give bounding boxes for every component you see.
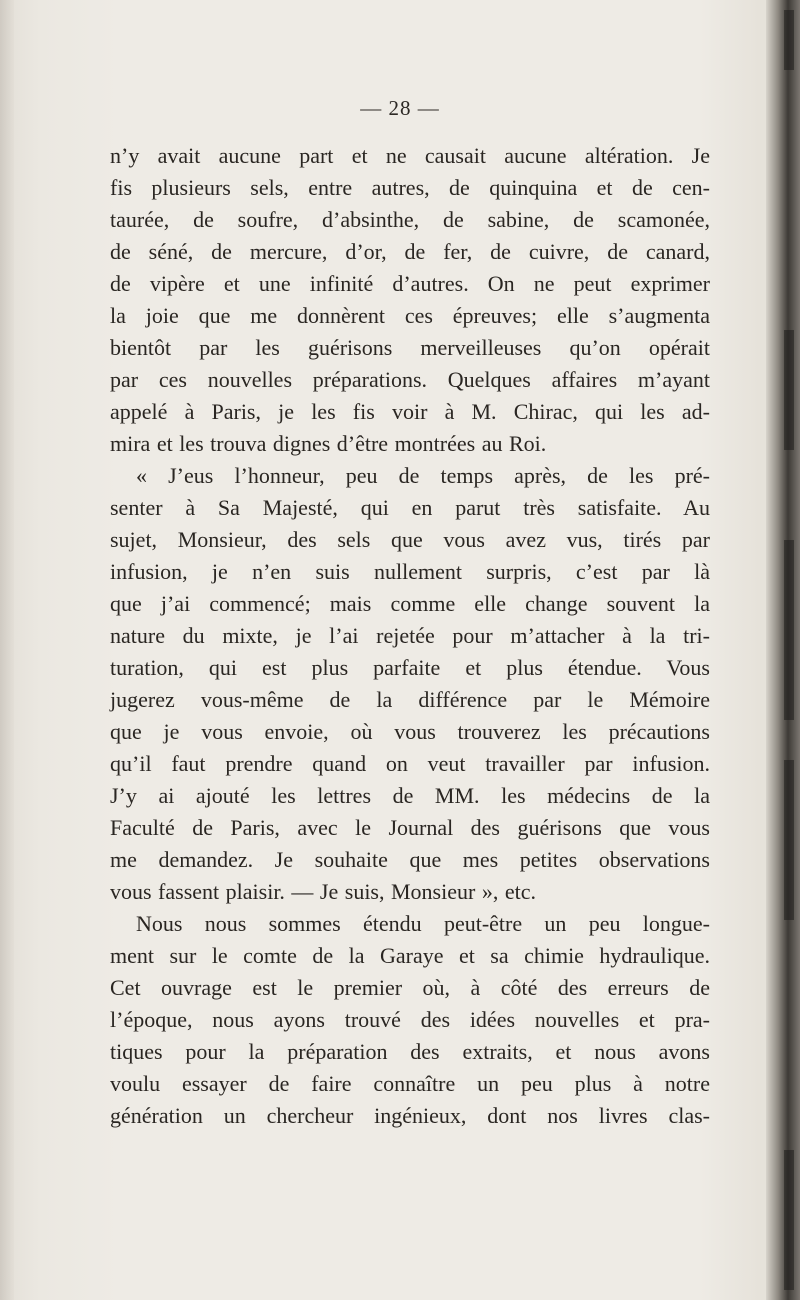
text-line: taurée, de soufre, d’absinthe, de sabine, de scamonée, <box>110 207 710 232</box>
text-line: me demandez. Je souhaite que mes petites observations <box>110 847 710 872</box>
text-line: « J’eus l’honneur, peu de temps après, de les pré- <box>136 463 710 488</box>
text-line: n’y avait aucune part et ne causait aucune altération. Je <box>110 143 710 168</box>
text-line: nature du mixte, je l’ai rejetée pour m’attacher à la tri- <box>110 623 710 648</box>
edge-mark <box>784 330 794 450</box>
text-line: jugerez vous-même de la différence par le Mémoire <box>110 687 710 712</box>
text-line: mira et les trouva dignes d’être montrées au Roi. <box>110 431 547 456</box>
text-line: Cet ouvrage est le premier où, à côté des erreurs de <box>110 975 710 1000</box>
body-text <box>110 140 710 1132</box>
text-line: que j’ai commencé; mais comme elle change souvent la <box>110 591 710 616</box>
text-line: turation, qui est plus parfaite et plus étendue. Vous <box>110 655 710 680</box>
text-line: vous fassent plaisir. — Je suis, Monsieur », etc. <box>110 879 536 904</box>
text-line: ment sur le comte de la Garaye et sa chimie hydraulique. <box>110 943 710 968</box>
text-line: Faculté de Paris, avec le Journal des guérisons que vous <box>110 815 710 840</box>
edge-mark <box>784 760 794 920</box>
text-line: de vipère et une infinité d’autres. On ne peut exprimer <box>110 271 710 296</box>
page-number: — 28 — <box>360 96 440 120</box>
edge-mark <box>784 10 794 70</box>
text-line: l’époque, nous ayons trouvé des idées nouvelles et pra- <box>110 1007 710 1032</box>
text-line: J’y ai ajouté les lettres de MM. les médecins de la <box>110 783 710 808</box>
text-line: senter à Sa Majesté, qui en parut très satisfaite. Au <box>110 495 710 520</box>
text-line: génération un chercheur ingénieux, dont nos livres clas- <box>110 1103 710 1128</box>
text-line: de séné, de mercure, d’or, de fer, de cuivre, de canard, <box>110 239 710 264</box>
text-line: bientôt par les guérisons merveilleuses qu’on opérait <box>110 335 710 360</box>
text-line: Nous nous sommes étendu peut-être un peu longue- <box>136 911 710 936</box>
text-line: appelé à Paris, je les fis voir à M. Chirac, qui les ad- <box>110 399 710 424</box>
text-line: voulu essayer de faire connaître un peu plus à notre <box>110 1071 710 1096</box>
text-line: infusion, je n’en suis nullement surpris, c’est par là <box>110 559 710 584</box>
page-edge-shadow <box>766 0 800 1300</box>
text-line: fis plusieurs sels, entre autres, de quinquina et de cen- <box>110 175 710 200</box>
text-line: sujet, Monsieur, des sels que vous avez vus, tirés par <box>110 527 710 552</box>
edge-mark <box>784 540 794 720</box>
edge-mark <box>784 1150 794 1290</box>
text-line: la joie que me donnèrent ces épreuves; elle s’augmenta <box>110 303 710 328</box>
page-gutter-shadow <box>0 0 14 1300</box>
text-line: que je vous envoie, où vous trouverez les précautions <box>110 719 710 744</box>
text-line: par ces nouvelles préparations. Quelques affaires m’ayant <box>110 367 710 392</box>
text-line: qu’il faut prendre quand on veut travailler par infusion. <box>110 751 710 776</box>
text-line: tiques pour la préparation des extraits, et nous avons <box>110 1039 710 1064</box>
